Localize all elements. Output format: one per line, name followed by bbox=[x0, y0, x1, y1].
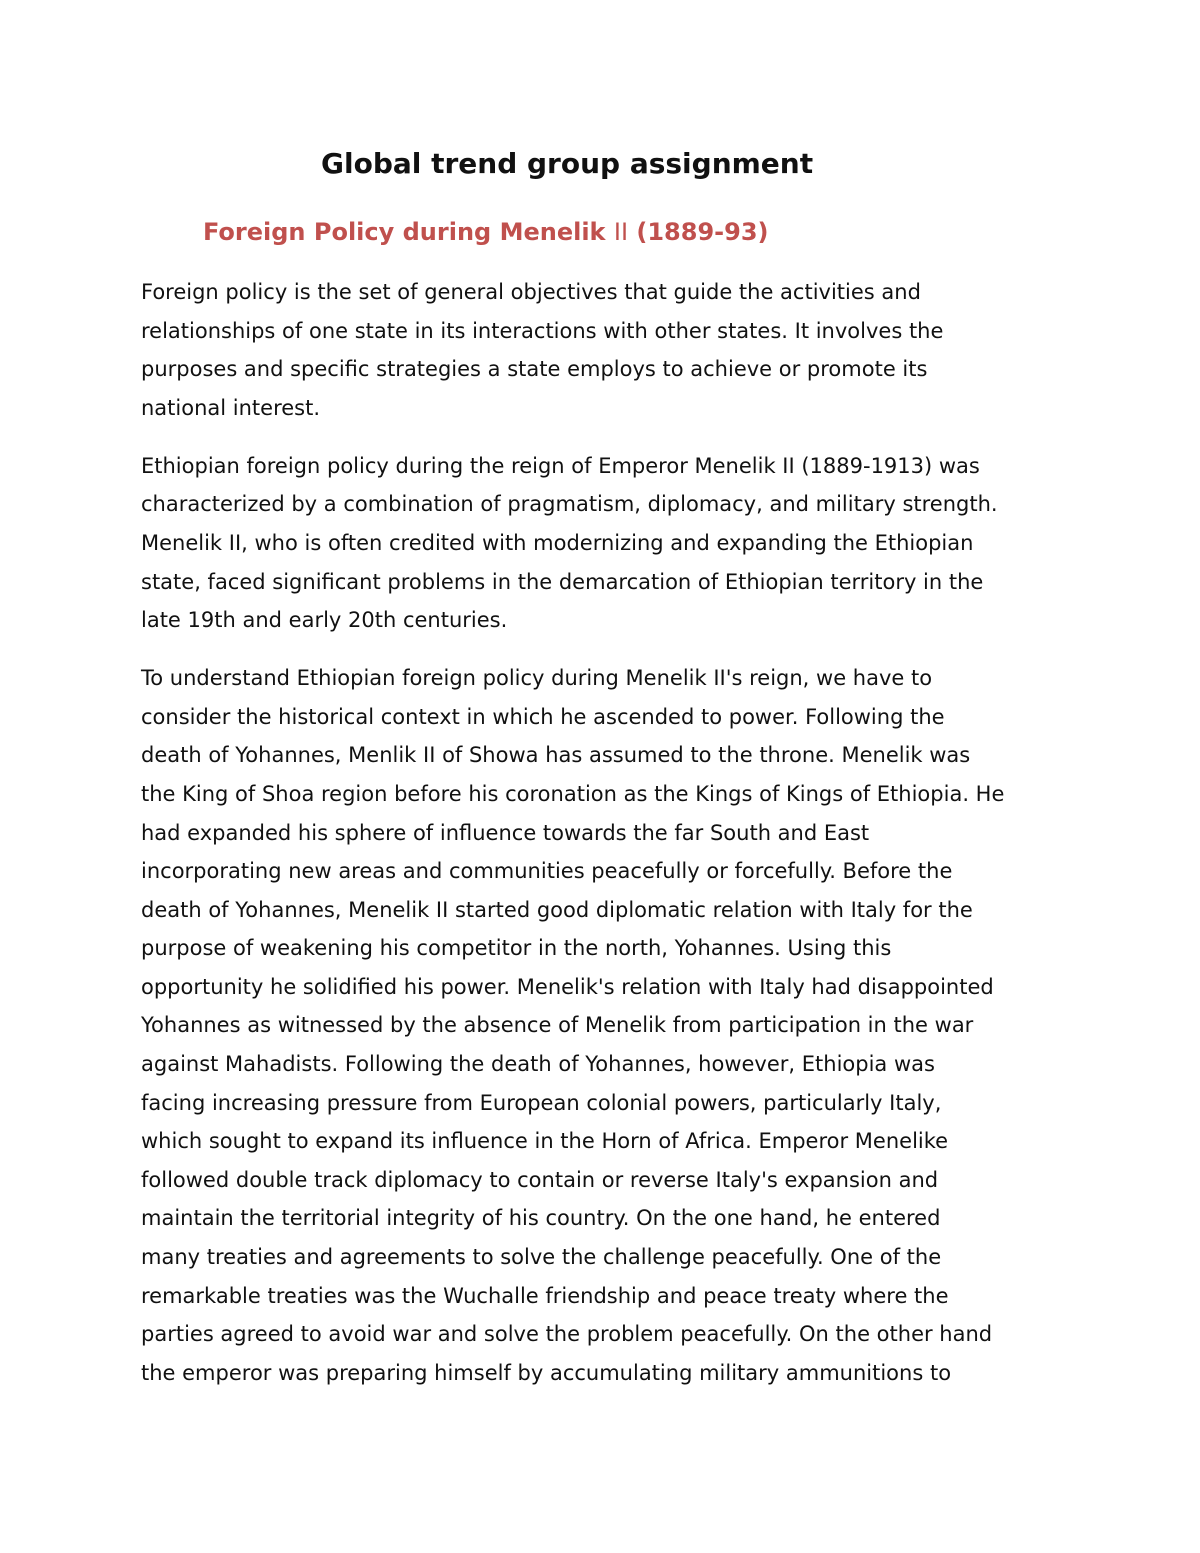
paragraph-line: relationships of one state in its interactions with other states. It involves the bbox=[141, 318, 944, 343]
section-heading-years: (1889-93) bbox=[628, 218, 769, 246]
section-heading bbox=[203, 214, 768, 250]
section-heading-roman: II bbox=[613, 218, 629, 246]
paragraph-line: Foreign policy is the set of general objectives that guide the activities and bbox=[141, 280, 921, 304]
paragraph-line: national interest. bbox=[141, 395, 321, 420]
paragraph-line: death of Yohannes, Menelik II started good diplomatic relation with Italy for the bbox=[141, 897, 973, 922]
paragraph-line: characterized by a combination of pragmatism, diplomacy, and military strength. bbox=[141, 492, 998, 517]
paragraph-line: To understand Ethiopian foreign policy during Menelik II's reign, we have to bbox=[141, 666, 933, 691]
section-heading-text: Foreign Policy during Menelik bbox=[203, 218, 614, 246]
paragraph-line: Yohannes as witnessed by the absence of Menelik from participation in the war bbox=[141, 1013, 974, 1038]
body-paragraph bbox=[141, 273, 1071, 427]
paragraph-line: purpose of weakening his competitor in the north, Yohannes. Using this bbox=[141, 936, 892, 961]
paragraph-line: death of Yohannes, Menlik II of Showa has assumed to the throne. Menelik was bbox=[141, 743, 971, 768]
paragraph-line: Menelik II, who is often credited with modernizing and expanding the Ethiopian bbox=[141, 530, 974, 555]
paragraph-line: had expanded his sphere of influence towards the far South and East bbox=[141, 820, 870, 845]
body-paragraph bbox=[141, 659, 1071, 1392]
paragraph-line: many treaties and agreements to solve the challenge peacefully. One of the bbox=[141, 1245, 942, 1270]
paragraph-line: the emperor was preparing himself by accumulating military ammunitions to bbox=[141, 1360, 952, 1385]
document-body bbox=[141, 273, 1071, 1412]
paragraph-line: remarkable treaties was the Wuchalle friendship and peace treaty where the bbox=[141, 1283, 949, 1308]
paragraph-line: against Mahadists. Following the death of Yohannes, however, Ethiopia was bbox=[141, 1052, 935, 1077]
paragraph-line: opportunity he solidified his power. Menelik's relation with Italy had disappointed bbox=[141, 974, 994, 999]
document-title: Global trend group assignment bbox=[321, 147, 814, 180]
paragraph-line: facing increasing pressure from European colonial powers, particularly Italy, bbox=[141, 1090, 942, 1115]
paragraph-line: the King of Shoa region before his coronation as the Kings of Kings of Ethiopia. He bbox=[141, 781, 1005, 806]
paragraph-line: consider the historical context in which he ascended to power. Following the bbox=[141, 704, 945, 729]
paragraph-line: purposes and specific strategies a state employs to achieve or promote its bbox=[141, 357, 928, 382]
paragraph-line: incorporating new areas and communities peacefully or forcefully. Before the bbox=[141, 859, 953, 884]
body-paragraph bbox=[141, 447, 1071, 640]
paragraph-line: Ethiopian foreign policy during the reign of Emperor Menelik II (1889-1913) was bbox=[141, 453, 980, 478]
paragraph-line: late 19th and early 20th centuries. bbox=[141, 608, 508, 633]
paragraph-line: parties agreed to avoid war and solve the problem peacefully. On the other hand bbox=[141, 1322, 993, 1347]
paragraph-line: which sought to expand its influence in the Horn of Africa. Emperor Menelike bbox=[141, 1129, 949, 1154]
paragraph-line: followed double track diplomacy to contain or reverse Italy's expansion and bbox=[141, 1167, 939, 1192]
paragraph-line: state, faced significant problems in the demarcation of Ethiopian territory in the bbox=[141, 569, 984, 594]
paragraph-line: maintain the territorial integrity of his country. On the one hand, he entered bbox=[141, 1206, 941, 1231]
